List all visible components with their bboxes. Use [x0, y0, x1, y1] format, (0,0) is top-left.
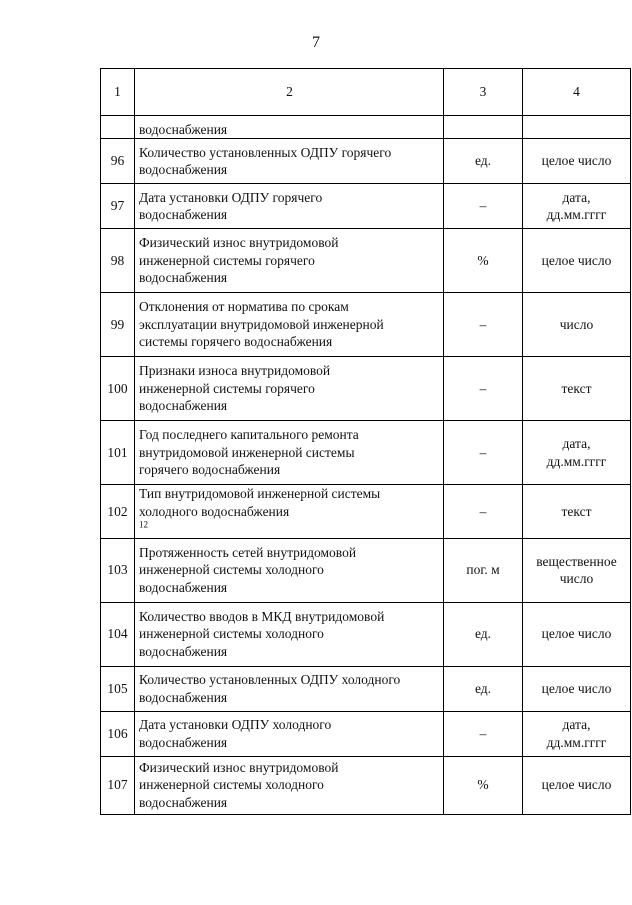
row-type-text: целое число — [541, 777, 612, 793]
footnote-marker: 12 — [139, 519, 148, 530]
row-unit: ед. — [444, 139, 523, 184]
row-type — [523, 184, 631, 229]
row-unit: – — [444, 184, 523, 229]
row-type-text: целое число — [541, 252, 612, 268]
row-unit: – — [444, 293, 523, 357]
row-description-text: Физический износ внутридомовой инженерной системы холодного водоснабжения — [139, 759, 339, 810]
row-description — [135, 421, 444, 485]
table-row — [101, 756, 631, 814]
row-number: 105 — [101, 666, 135, 711]
row-description — [135, 357, 444, 421]
table-row — [101, 711, 631, 756]
table-header-row — [101, 69, 631, 116]
continuation-row — [101, 116, 631, 139]
row-type — [523, 756, 631, 814]
row-unit: ед. — [444, 666, 523, 711]
row-description-text: Дата установки ОДПУ горячего водоснабжения — [139, 189, 323, 222]
row-type — [523, 485, 631, 539]
row-type-text: дата, дд.мм.гггг — [546, 189, 607, 222]
row-unit: ед. — [444, 602, 523, 666]
row-type-text: текст — [561, 380, 592, 396]
row-description-text: Количество установленных ОДПУ холодного водоснабжения — [139, 672, 401, 705]
row-type-text: число — [559, 316, 594, 332]
row-number: 106 — [101, 711, 135, 756]
row-description-text: Тип внутридомовой инженерной системы холодного водоснабжения — [139, 486, 381, 519]
row-description — [135, 711, 444, 756]
row-type — [523, 711, 631, 756]
row-type-text: дата, дд.мм.гггг — [546, 717, 607, 750]
row-unit: – — [444, 357, 523, 421]
row-description — [135, 756, 444, 814]
table-row — [101, 421, 631, 485]
table-row — [101, 293, 631, 357]
row-type — [523, 116, 631, 139]
table-row — [101, 666, 631, 711]
row-description — [135, 538, 444, 602]
row-number: 103 — [101, 538, 135, 602]
table-row — [101, 229, 631, 293]
row-description-text: Количество установленных ОДПУ горячего водоснабжения — [139, 144, 392, 177]
row-unit: – — [444, 711, 523, 756]
row-unit: пог. м — [444, 538, 523, 602]
table-row — [101, 184, 631, 229]
header-col-4: 4 — [523, 69, 631, 116]
row-type — [523, 357, 631, 421]
row-number: 97 — [101, 184, 135, 229]
row-description — [135, 229, 444, 293]
row-description-text: Отклонения от норматива по срокам эксплуатации внутридомовой инженерной системы горячего водоснабжения — [139, 299, 384, 350]
row-unit: % — [444, 229, 523, 293]
row-number: 104 — [101, 602, 135, 666]
row-description — [135, 139, 444, 184]
row-number: 98 — [101, 229, 135, 293]
row-type-text: текст — [561, 503, 592, 519]
row-type — [523, 139, 631, 184]
row-unit: – — [444, 421, 523, 485]
row-type — [523, 666, 631, 711]
data-table — [100, 68, 631, 815]
header-col-1: 1 — [101, 69, 135, 116]
header-col-3: 3 — [444, 69, 523, 116]
row-unit — [444, 116, 523, 139]
row-description — [135, 666, 444, 711]
header-col-2: 2 — [135, 69, 444, 116]
table-row — [101, 139, 631, 184]
row-description-text: Признаки износа внутридомовой инженерной системы горячего водоснабжения — [139, 363, 331, 414]
table-row — [101, 602, 631, 666]
row-unit: – — [444, 485, 523, 539]
row-description-text: Дата установки ОДПУ холодного водоснабжения — [139, 717, 332, 750]
row-number: 100 — [101, 357, 135, 421]
row-type-text: целое число — [541, 680, 612, 696]
row-type-text: целое число — [541, 626, 612, 642]
row-number: 99 — [101, 293, 135, 357]
row-number: 96 — [101, 139, 135, 184]
row-type-text: дата, дд.мм.гггг — [546, 436, 607, 469]
row-description — [135, 602, 444, 666]
row-description: водоснабжения — [135, 116, 444, 139]
row-type — [523, 602, 631, 666]
row-type-text: целое число — [541, 153, 612, 169]
row-description-text: Протяженность сетей внутридомовой инженерной системы холодного водоснабжения — [139, 544, 357, 595]
row-type — [523, 293, 631, 357]
row-description — [135, 184, 444, 229]
row-description-text: Физический износ внутридомовой инженерной системы горячего водоснабжения — [139, 235, 339, 286]
row-description-text: Год последнего капитального ремонта внутридомовой инженерной системы горячего водоснабжения — [139, 427, 359, 478]
row-description-text: Количество вводов в МКД внутридомовой инженерной системы холодного водоснабжения — [139, 608, 385, 659]
row-unit: % — [444, 756, 523, 814]
row-number — [101, 116, 135, 139]
row-type-text: вещественное число — [536, 553, 617, 586]
row-type — [523, 421, 631, 485]
table-row — [101, 538, 631, 602]
row-type — [523, 229, 631, 293]
page-number: 7 — [312, 34, 320, 51]
table-row — [101, 485, 631, 539]
row-type — [523, 538, 631, 602]
table-row — [101, 357, 631, 421]
row-description — [135, 293, 444, 357]
row-number: 101 — [101, 421, 135, 485]
row-description — [135, 485, 444, 539]
row-number: 102 — [101, 485, 135, 539]
row-number: 107 — [101, 756, 135, 814]
